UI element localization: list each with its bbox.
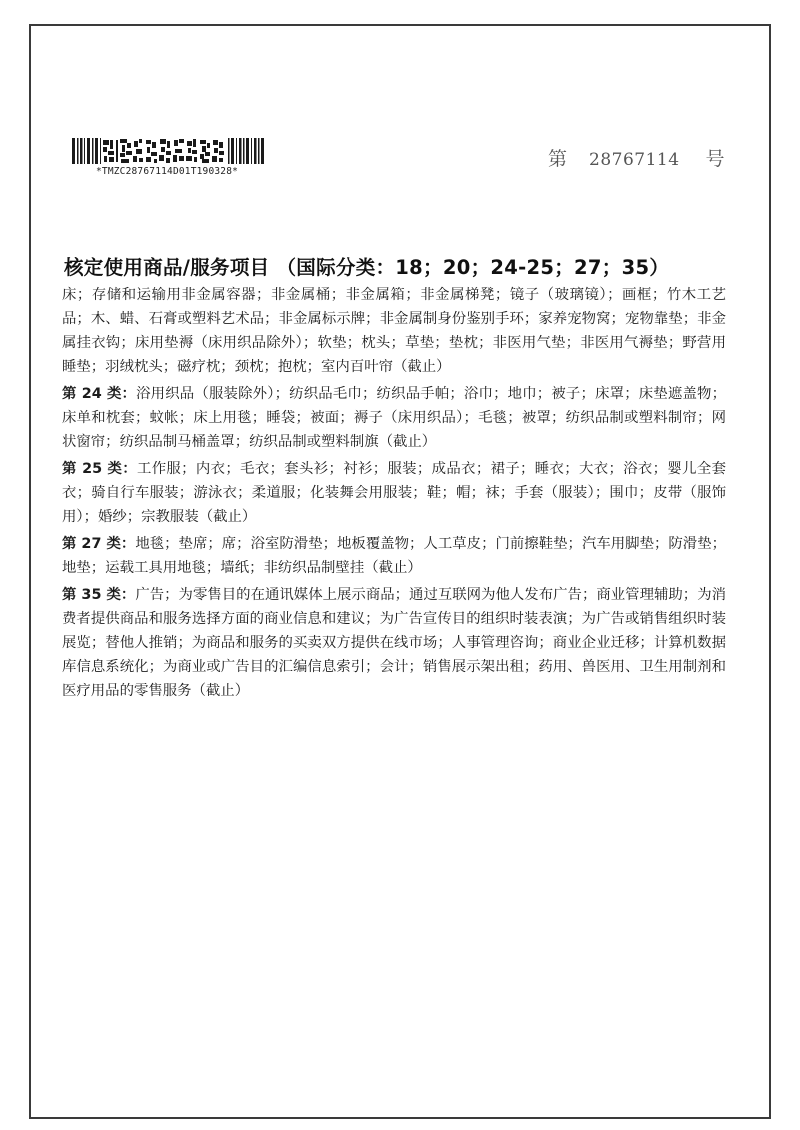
class-label: 第 27 类： (62, 536, 136, 552)
class-items: 工作服；内衣；毛衣；套头衫；衬衫；服装；成品衣；裙子；睡衣；大衣；浴衣；婴儿全套衣；骑自行车服装；游泳衣；柔道服；化装舞会用服装；鞋；帽；袜；手套（服装）；围巾；皮带（服饰用）；婚纱；宗教服装（截止） (62, 461, 727, 525)
goods-services-list (62, 283, 726, 706)
page-title: 核定使用商品/服务项目 （国际分类：18；20；24-25；27；35） (64, 256, 670, 279)
registration-number-value: 28767114 (589, 150, 680, 170)
class-label: 第 35 类： (62, 587, 136, 603)
class-label: 第 25 类： (62, 461, 137, 477)
class-paragraph (62, 457, 726, 529)
barcode-block (72, 138, 272, 177)
class-paragraph (62, 382, 726, 454)
class-paragraph (62, 283, 726, 379)
class-items: 地毯；垫席；席；浴室防滑垫；地板覆盖物；人工草皮；门前擦鞋垫；汽车用脚垫；防滑垫；地垫；运载工具用地毯；墙纸；非纺织品制壁挂（截止） (62, 536, 726, 576)
class-items: 广告；为零售目的在通讯媒体上展示商品；通过互联网为他人发布广告；商业管理辅助；为消费者提供商品和服务选择方面的商业信息和建议；为广告宣传目的组织时装表演；为广告或销售组织时装展览；替他人推销；为商品和服务的买卖双方提供在线市场；人事管理咨询；商业企业迁移；计算机数据库信息系统化；为商业或广告目的汇编信息索引；会计；销售展示架出租；药用、兽医用、卫生用制剂和医疗用品的零售服务（截止） (62, 587, 726, 699)
registration-number (548, 144, 725, 171)
class-label: 第 24 类： (62, 386, 137, 402)
registration-prefix: 第 (548, 148, 568, 170)
class-paragraph (62, 583, 726, 703)
class-paragraph (62, 532, 726, 580)
class-items: 浴用织品（服装除外）；纺织品毛巾；纺织品手帕；浴巾；地巾；被子；床罩；床垫遮盖物；床单和枕套；蚊帐；床上用毯；睡袋；被面；褥子（床用织品）；毛毯；被罩；纺织品制或塑料制帘；网状窗帘；纺织品制马桶盖罩；纺织品制或塑料制旗（截止） (62, 386, 726, 450)
registration-suffix: 号 (705, 148, 725, 170)
class-items: 床；存储和运输用非金属容器；非金属桶；非金属箱；非金属梯凳；镜子（玻璃镜）；画框；竹木工艺品；木、蜡、石膏或塑料艺术品；非金属标示牌；非金属制身份鉴别手环；家养宠物窝；宠物靠垫；非金属挂衣钩；床用垫褥（床用织品除外）；软垫；枕头；草垫；垫枕；非医用气垫；非医用气褥垫；野营用睡垫；羽绒枕头；磁疗枕；颈枕；抱枕；室内百叶帘（截止） (62, 287, 726, 375)
barcode-text: *TMZC28767114D01T190328* (96, 166, 239, 177)
barcode-image (72, 138, 266, 164)
